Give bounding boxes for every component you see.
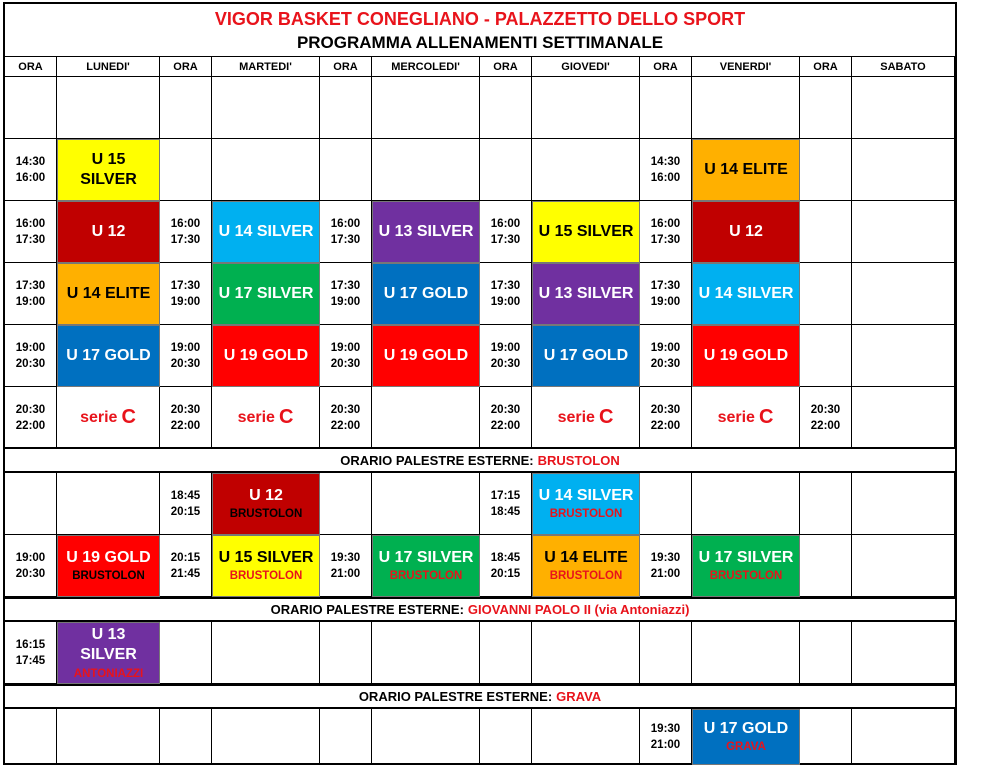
serie-c-cell (532, 387, 640, 449)
time-end: 20:30 (170, 357, 201, 370)
empty-cell (57, 473, 160, 535)
team-name: U 19 GOLD (223, 346, 309, 364)
time-end: 21:45 (170, 567, 201, 580)
time-cell (800, 77, 852, 139)
time-cell (320, 263, 372, 325)
time-cell (160, 535, 212, 597)
serie-label: serie (80, 408, 118, 426)
empty-cell (852, 325, 955, 387)
time-start: 14:30 (15, 155, 46, 168)
time-cell (160, 387, 212, 449)
team-name: U 17 SILVER (218, 284, 314, 302)
empty-cell (852, 473, 955, 535)
time-end: 17:30 (170, 233, 201, 246)
time-start: 20:15 (170, 551, 201, 564)
time-cell (480, 139, 532, 201)
team-block (212, 201, 320, 263)
time-start: 20:30 (330, 403, 361, 416)
time-end: 17:45 (15, 654, 46, 667)
header-day (212, 57, 320, 77)
schedule-title: VIGOR BASKET CONEGLIANO - PALAZZETTO DELLO SPORT (214, 9, 746, 29)
team-block (372, 325, 480, 387)
section-label: ORARIO PALESTRE ESTERNE: (358, 689, 553, 704)
empty-cell (692, 622, 800, 684)
time-start: 19:00 (650, 341, 681, 354)
header-day (532, 57, 640, 77)
team-block (57, 139, 160, 201)
time-cell (160, 709, 212, 765)
team-name: U 15 SILVER (80, 151, 137, 188)
header-day (852, 57, 955, 77)
time-cell (800, 201, 852, 263)
venue-label: BRUSTOLON (709, 569, 783, 582)
time-start: 20:30 (170, 403, 201, 416)
venue-label: BRUSTOLON (72, 569, 145, 582)
empty-cell (372, 139, 480, 201)
team-block (57, 622, 160, 684)
team-name: U 14 SILVER (218, 222, 314, 240)
time-cell (640, 325, 692, 387)
team-block (212, 473, 320, 535)
time-start: 16:00 (15, 217, 46, 230)
team-name: U 19 GOLD (383, 346, 469, 364)
serie-c-cell (212, 387, 320, 449)
empty-cell (852, 709, 955, 765)
time-end: 16:00 (15, 171, 46, 184)
time-cell (160, 77, 212, 139)
time-cell (800, 263, 852, 325)
team-name: U 14 ELITE (66, 284, 151, 302)
empty-cell (57, 709, 160, 765)
time-start: 20:30 (15, 403, 46, 416)
time-start: 16:00 (650, 217, 681, 230)
team-name: U 17 GOLD (703, 720, 789, 738)
time-start: 17:30 (15, 279, 46, 292)
time-end: 22:00 (170, 419, 201, 432)
empty-cell (532, 709, 640, 765)
time-cell (5, 535, 57, 597)
time-end: 19:00 (15, 295, 46, 308)
time-cell (480, 622, 532, 684)
team-block (57, 263, 160, 325)
empty-cell (852, 201, 955, 263)
empty-cell (372, 77, 480, 139)
serie-c-cell (692, 387, 800, 449)
time-end: 20:30 (15, 567, 46, 580)
time-end: 19:00 (330, 295, 361, 308)
time-cell (480, 263, 532, 325)
team-block (372, 263, 480, 325)
time-cell (160, 263, 212, 325)
header-ora (800, 57, 852, 77)
team-name: U 12 (91, 222, 126, 240)
section-label: ORARIO PALESTRE ESTERNE: (270, 602, 464, 617)
time-cell (5, 201, 57, 263)
time-cell (640, 387, 692, 449)
time-cell (480, 201, 532, 263)
team-block (692, 201, 800, 263)
time-cell (5, 139, 57, 201)
team-block (692, 535, 800, 597)
serie-label: serie (717, 408, 755, 426)
time-cell (800, 139, 852, 201)
team-name: U 12 (729, 222, 763, 240)
time-start: 17:15 (490, 489, 521, 502)
time-start: 19:00 (15, 341, 46, 354)
section-venue: GIOVANNI PAOLO II (via Antoniazzi) (467, 602, 690, 617)
team-name: U 13 SILVER (538, 284, 634, 302)
time-start: 19:30 (330, 551, 361, 564)
empty-cell (692, 77, 800, 139)
serie-label: serie (557, 408, 595, 426)
venue-label: BRUSTOLON (549, 507, 623, 520)
venue-label: ANTONIAZZI (73, 668, 144, 681)
team-name: U 17 GOLD (66, 346, 151, 364)
time-start: 17:30 (490, 279, 521, 292)
time-cell (800, 622, 852, 684)
team-block (692, 263, 800, 325)
empty-cell (852, 622, 955, 684)
time-end: 21:00 (330, 567, 361, 580)
team-block (372, 535, 480, 597)
time-start: 17:30 (170, 279, 201, 292)
venue-label: BRUSTOLON (549, 569, 623, 582)
time-start: 20:30 (810, 403, 841, 416)
serie-letter: C (278, 406, 294, 428)
time-end: 17:30 (15, 233, 46, 246)
team-name: U 14 SILVER (698, 284, 794, 302)
empty-cell (852, 77, 955, 139)
time-end: 21:00 (650, 567, 681, 580)
time-start: 16:00 (330, 217, 361, 230)
empty-cell (57, 77, 160, 139)
serie-letter: C (758, 406, 774, 428)
time-cell (800, 473, 852, 535)
header-label: ORA (18, 60, 43, 73)
time-end: 17:30 (490, 233, 521, 246)
team-name: U 14 ELITE (544, 549, 628, 567)
time-cell (480, 473, 532, 535)
time-cell (480, 325, 532, 387)
schedule-sheet (3, 2, 957, 765)
time-cell (320, 77, 372, 139)
header-label: ORA (333, 60, 358, 73)
team-name: U 13 SILVER (378, 222, 474, 240)
venue-label: BRUSTOLON (229, 569, 303, 582)
time-end: 18:45 (490, 505, 521, 518)
time-end: 20:30 (650, 357, 681, 370)
time-start: 20:30 (490, 403, 521, 416)
team-block (532, 325, 640, 387)
team-name: U 14 SILVER (538, 487, 634, 505)
time-start: 17:30 (650, 279, 681, 292)
header-day (57, 57, 160, 77)
time-cell (320, 325, 372, 387)
time-start: 18:45 (490, 551, 521, 564)
header-label: ORA (813, 60, 838, 73)
team-name: U 17 SILVER (378, 549, 474, 567)
team-name: U 14 ELITE (704, 160, 788, 178)
time-end: 22:00 (810, 419, 841, 432)
time-start: 14:30 (650, 155, 681, 168)
section-venue: GRAVA (556, 689, 602, 704)
time-start: 17:30 (330, 279, 361, 292)
time-end: 22:00 (650, 419, 681, 432)
section-header (5, 684, 955, 709)
time-end: 20:15 (490, 567, 521, 580)
team-block (57, 535, 160, 597)
section-label: ORARIO PALESTRE ESTERNE: (340, 452, 534, 468)
time-start: 16:00 (490, 217, 521, 230)
time-cell (160, 622, 212, 684)
team-name: U 15 SILVER (218, 549, 314, 567)
team-name: U 17 GOLD (383, 284, 469, 302)
time-start: 19:30 (650, 722, 681, 735)
empty-cell (212, 622, 320, 684)
team-name: U 12 (249, 487, 283, 505)
header-label: VENERDI' (719, 60, 772, 73)
time-start: 19:30 (650, 551, 681, 564)
time-start: 16:15 (15, 638, 46, 651)
time-start: 19:00 (170, 341, 201, 354)
time-cell (320, 535, 372, 597)
team-name: U 19 GOLD (703, 346, 789, 364)
time-start: 19:00 (490, 341, 521, 354)
schedule-subtitle: PROGRAMMA ALLENAMENTI SETTIMANALE (296, 33, 664, 52)
time-end: 20:30 (15, 357, 46, 370)
empty-cell (212, 139, 320, 201)
time-end: 19:00 (170, 295, 201, 308)
time-cell (5, 622, 57, 684)
time-end: 19:00 (650, 295, 681, 308)
team-block (372, 201, 480, 263)
time-end: 21:00 (650, 738, 681, 751)
header-label: GIOVEDI' (561, 60, 610, 73)
empty-cell (852, 387, 955, 449)
time-cell (160, 201, 212, 263)
header-ora (5, 57, 57, 77)
empty-cell (372, 387, 480, 449)
time-cell (800, 325, 852, 387)
time-start: 18:45 (170, 489, 201, 502)
empty-cell (532, 622, 640, 684)
serie-label: serie (237, 408, 275, 426)
team-block (57, 201, 160, 263)
time-cell (320, 387, 372, 449)
team-name: U 17 GOLD (543, 346, 629, 364)
empty-cell (372, 622, 480, 684)
header-label: MARTEDI' (239, 60, 292, 73)
empty-cell (372, 473, 480, 535)
team-name: U 15 SILVER (538, 222, 634, 240)
header-label: ORA (493, 60, 518, 73)
time-cell (320, 201, 372, 263)
time-cell (640, 201, 692, 263)
time-end: 17:30 (330, 233, 361, 246)
team-block (212, 263, 320, 325)
time-cell (640, 139, 692, 201)
empty-cell (532, 139, 640, 201)
empty-cell (852, 139, 955, 201)
header-label: SABATO (880, 60, 926, 73)
time-end: 19:00 (490, 295, 521, 308)
section-header (5, 447, 955, 473)
team-block (692, 139, 800, 201)
header-day (692, 57, 800, 77)
time-start: 16:00 (170, 217, 201, 230)
team-name: U 13 SILVER (80, 626, 137, 664)
header-label: LUNEDI' (86, 60, 130, 73)
time-end: 22:00 (490, 419, 521, 432)
time-cell (5, 387, 57, 449)
team-block (532, 263, 640, 325)
team-name: U 19 GOLD (66, 549, 151, 567)
time-cell (320, 139, 372, 201)
time-cell (640, 77, 692, 139)
time-cell (480, 387, 532, 449)
team-block (212, 325, 320, 387)
time-cell (480, 535, 532, 597)
time-cell (800, 387, 852, 449)
team-block (212, 535, 320, 597)
time-cell (5, 325, 57, 387)
header-day (372, 57, 480, 77)
section-venue: BRUSTOLON (537, 452, 620, 468)
time-cell (160, 139, 212, 201)
time-cell (320, 622, 372, 684)
time-end: 20:30 (330, 357, 361, 370)
time-cell (160, 473, 212, 535)
header-label: ORA (173, 60, 198, 73)
time-cell (800, 535, 852, 597)
empty-cell (852, 535, 955, 597)
venue-label: GRAVA (726, 740, 766, 753)
time-cell (320, 473, 372, 535)
time-start: 19:00 (15, 551, 46, 564)
time-end: 22:00 (330, 419, 361, 432)
team-block (57, 325, 160, 387)
header-ora (160, 57, 212, 77)
header-label: MERCOLEDI' (391, 60, 460, 73)
venue-label: BRUSTOLON (229, 507, 303, 520)
team-block (532, 473, 640, 535)
venue-label: BRUSTOLON (389, 569, 463, 582)
serie-letter: C (121, 406, 136, 428)
empty-cell (212, 709, 320, 765)
time-cell (640, 709, 692, 765)
time-cell (5, 473, 57, 535)
empty-cell (372, 709, 480, 765)
header-ora (640, 57, 692, 77)
header-ora (480, 57, 532, 77)
team-name: U 17 SILVER (698, 549, 794, 567)
time-end: 20:30 (490, 357, 521, 370)
time-cell (800, 709, 852, 765)
time-cell (5, 263, 57, 325)
time-end: 20:15 (170, 505, 201, 518)
empty-cell (532, 77, 640, 139)
serie-c-cell (57, 387, 160, 449)
team-block (532, 201, 640, 263)
team-block (532, 535, 640, 597)
time-cell (640, 535, 692, 597)
header-label: ORA (653, 60, 678, 73)
time-cell (320, 709, 372, 765)
header-ora (320, 57, 372, 77)
serie-letter: C (598, 406, 614, 428)
team-block (692, 709, 800, 765)
time-cell (5, 709, 57, 765)
time-cell (160, 325, 212, 387)
time-end: 22:00 (15, 419, 46, 432)
time-cell (480, 709, 532, 765)
time-cell (5, 77, 57, 139)
empty-cell (852, 263, 955, 325)
time-cell (640, 473, 692, 535)
time-cell (640, 622, 692, 684)
time-cell (480, 77, 532, 139)
time-start: 20:30 (650, 403, 681, 416)
team-block (692, 325, 800, 387)
time-start: 19:00 (330, 341, 361, 354)
time-end: 16:00 (650, 171, 681, 184)
time-cell (640, 263, 692, 325)
empty-cell (692, 473, 800, 535)
section-header (5, 597, 955, 622)
empty-cell (212, 77, 320, 139)
time-end: 17:30 (650, 233, 681, 246)
